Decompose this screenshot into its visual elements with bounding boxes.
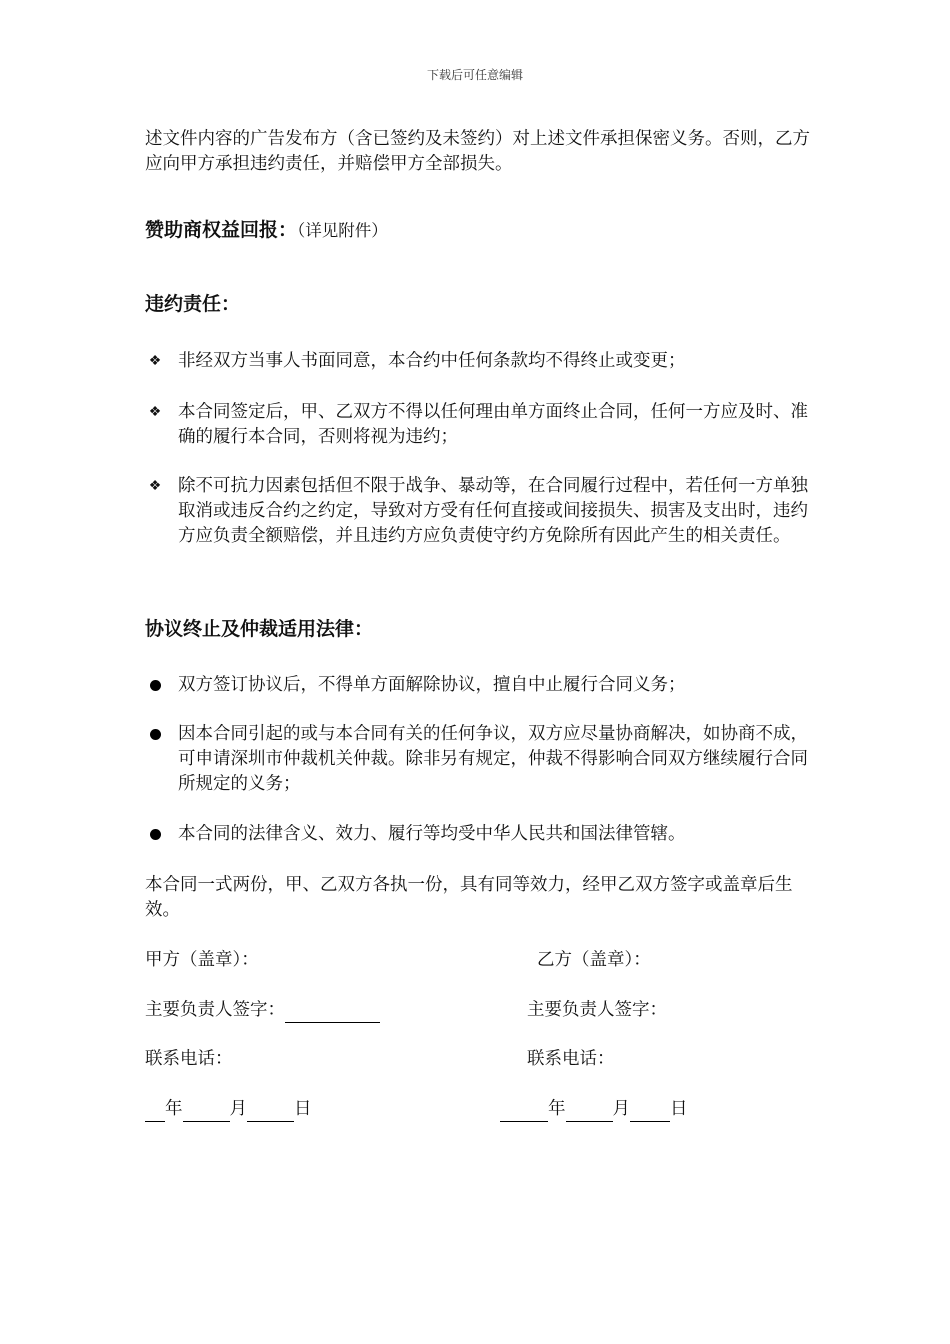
party-b-seal-label: 乙方（盖章）： bbox=[537, 950, 651, 970]
party-b-year-blank[interactable] bbox=[500, 1103, 548, 1122]
termination-item bbox=[145, 722, 810, 797]
termination-item bbox=[145, 673, 810, 698]
party-a-signer bbox=[145, 998, 380, 1023]
party-a-year-blank[interactable] bbox=[145, 1103, 165, 1122]
dot-bullet-icon bbox=[145, 722, 165, 748]
party-b-month-blank[interactable] bbox=[566, 1103, 613, 1122]
party-b-year-label: 年 bbox=[548, 1099, 566, 1119]
breach-heading: 违约责任： bbox=[145, 293, 241, 315]
party-b-day-blank[interactable] bbox=[630, 1103, 670, 1122]
termination-item bbox=[145, 822, 810, 847]
sponsor-heading-note: （详见附件） bbox=[297, 221, 388, 240]
party-a-signature-line[interactable] bbox=[285, 1004, 380, 1023]
termination-item-text: 因本合同引起的或与本合同有关的任何争议，双方应尽量协商解决，如协商不成，可申请深圳市仲裁机关仲裁。除非另有规定，仲裁不得影响合同双方继续履行合同所规定的义务； bbox=[178, 724, 808, 794]
party-a-phone-label: 联系电话： bbox=[145, 1049, 233, 1069]
diamond-bullet-icon: ❖ bbox=[148, 353, 162, 369]
party-a-date bbox=[145, 1097, 312, 1122]
closing-paragraph: 本合同一式两份，甲、乙双方各执一份，具有同等效力，经甲乙双方签字或盖章后生效。 bbox=[145, 875, 793, 920]
party-a-year-label: 年 bbox=[165, 1099, 183, 1119]
termination-item-text: 双方签订协议后，不得单方面解除协议，擅自中止履行合同义务； bbox=[178, 675, 686, 695]
dot-bullet-icon bbox=[145, 673, 165, 699]
intro-paragraph: 述文件内容的广告发布方（含已签约及未签约）对上述文件承担保密义务。否则，乙方应向甲方承担违约责任，并赔偿甲方全部损失。 bbox=[145, 129, 810, 174]
diamond-bullet-icon: ❖ bbox=[148, 478, 162, 494]
party-a-day-blank[interactable] bbox=[247, 1103, 294, 1122]
dot-bullet-icon bbox=[145, 822, 165, 848]
party-a-signer-label: 主要负责人签字： bbox=[145, 1000, 285, 1020]
party-b-date bbox=[500, 1097, 688, 1122]
breach-item-text: 本合同签定后，甲、乙双方不得以任何理由单方面终止合同，任何一方应及时、准确的履行本合同，否则将视为违约； bbox=[178, 402, 808, 447]
sponsor-heading-title: 赞助商权益回报： bbox=[145, 219, 298, 241]
party-a-day-label: 日 bbox=[294, 1099, 312, 1119]
party-b-month-label: 月 bbox=[612, 1099, 630, 1119]
party-b-day-label: 日 bbox=[670, 1099, 688, 1119]
party-a-seal-label: 甲方（盖章）： bbox=[145, 950, 259, 970]
party-b-signer-label: 主要负责人签字： bbox=[527, 1000, 667, 1020]
breach-item-text: 除不可抗力因素包括但不限于战争、暴动等，在合同履行过程中，若任何一方单独取消或违反合约之约定，导致对方受有任何直接或间接损失、损害及支出时，违约方应负责全额赔偿，并且违约方应负责使守约方免除所有因此产生的相关责任。 bbox=[178, 476, 808, 546]
page-header: 下载后可任意编辑 bbox=[426, 68, 523, 82]
party-a-month-label: 月 bbox=[229, 1099, 247, 1119]
breach-item bbox=[145, 349, 810, 374]
sponsor-heading bbox=[145, 215, 388, 242]
diamond-bullet-icon: ❖ bbox=[148, 404, 162, 420]
party-b-phone-label: 联系电话： bbox=[527, 1049, 615, 1069]
breach-item-text: 非经双方当事人书面同意，本合约中任何条款均不得终止或变更； bbox=[178, 351, 686, 371]
breach-item bbox=[145, 400, 810, 450]
termination-heading: 协议终止及仲裁适用法律： bbox=[145, 618, 374, 640]
party-a-month-blank[interactable] bbox=[183, 1103, 230, 1122]
breach-item bbox=[145, 474, 810, 549]
termination-item-text: 本合同的法律含义、效力、履行等均受中华人民共和国法律管辖。 bbox=[178, 824, 686, 844]
